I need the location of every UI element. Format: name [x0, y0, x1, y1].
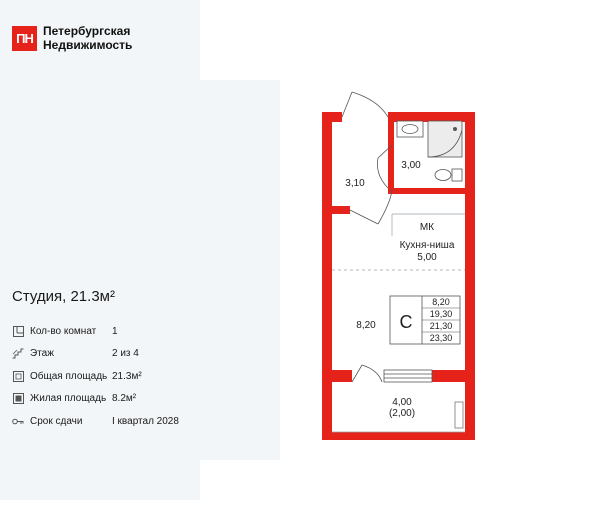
- shower-drain-icon: [453, 127, 457, 131]
- floor-plan: [200, 0, 600, 500]
- legend-total: 19,30: [429, 309, 453, 319]
- balcony-door-leaf: [352, 365, 362, 382]
- plan-bg-band: [200, 80, 280, 460]
- wall-top-right: [388, 112, 475, 122]
- living-area-icon: [12, 393, 24, 405]
- param-value: 1: [112, 325, 118, 337]
- legend-total-with-balcony: 21,30: [429, 321, 453, 331]
- room-count-icon: [12, 325, 24, 337]
- stairs-icon: [12, 348, 24, 360]
- wall-top-left: [322, 112, 342, 122]
- legend-total-full: 23,30: [429, 333, 453, 343]
- balcony-reduced-label: (2,00): [388, 408, 416, 419]
- logo-text: [43, 24, 132, 52]
- wall-left: [322, 112, 332, 440]
- shower-icon: [428, 121, 462, 157]
- door-arc: [352, 92, 388, 117]
- apartment-title: Студия, 21.3м²: [12, 288, 115, 305]
- param-value: 21.3м²: [112, 370, 142, 382]
- param-rooms: [12, 320, 202, 343]
- param-label: Жилая площадь: [30, 393, 107, 405]
- balcony-cabinet: [455, 402, 463, 428]
- wall-bottom-left: [322, 370, 352, 382]
- toilet-tank-icon: [452, 169, 462, 181]
- legend-letter: С: [399, 312, 413, 332]
- wall-hall-divider: [322, 206, 350, 214]
- left-panel: [0, 0, 200, 500]
- entrance-door[interactable]: [342, 92, 388, 117]
- area-icon: [12, 370, 24, 382]
- area-legend: [390, 296, 460, 344]
- wall-bath-bottom: [388, 188, 475, 194]
- logo-line-1: Петербургская: [43, 24, 131, 38]
- balcony-wall-bottom: [322, 432, 475, 440]
- balcony-area-label: 4,00: [392, 397, 412, 408]
- hall-area-label: 3,10: [345, 178, 365, 189]
- brand-logo[interactable]: [12, 24, 132, 52]
- bath-inner-arc: [377, 158, 388, 188]
- kitchen-label: Кухня-ниша: [399, 240, 455, 251]
- window-frame: [384, 370, 432, 382]
- param-label: Срок сдачи: [30, 415, 83, 427]
- bath-area-label: 3,00: [401, 160, 421, 171]
- key-icon: [12, 415, 24, 427]
- floor-plan-area: [200, 0, 600, 500]
- param-total-area: [12, 365, 202, 388]
- sink-icon: [397, 121, 423, 137]
- param-label: Этаж: [30, 348, 54, 360]
- param-label: Кол-во комнат: [30, 325, 97, 337]
- wall-bath-left: [388, 112, 394, 194]
- param-value: 2 из 4: [112, 348, 139, 360]
- param-label: Общая площадь: [30, 370, 108, 382]
- kitchen-area-label: 5,00: [417, 252, 437, 263]
- room-area-label: 8,20: [356, 320, 376, 331]
- param-floor: [12, 343, 202, 366]
- param-value: 8.2м²: [112, 393, 137, 405]
- wall-bottom-right: [432, 370, 475, 382]
- logo-line-2: Недвижимость: [43, 38, 133, 52]
- param-value: I квартал 2028: [112, 415, 179, 427]
- wall-right: [465, 112, 475, 440]
- legend-living: 8,20: [432, 297, 450, 307]
- balcony-door[interactable]: [352, 365, 432, 382]
- logo-mark: ПН: [12, 26, 37, 51]
- toilet-icon: [435, 170, 451, 181]
- param-living-area: [12, 388, 202, 411]
- mk-label: МК: [419, 222, 435, 233]
- walls: [322, 112, 475, 440]
- bathroom-fixtures: [397, 121, 462, 181]
- params-list: [12, 320, 202, 433]
- bath-door-leaf: [350, 210, 378, 224]
- param-deadline: [12, 410, 202, 433]
- balcony-door-arc: [362, 365, 382, 382]
- door-leaf: [342, 92, 352, 117]
